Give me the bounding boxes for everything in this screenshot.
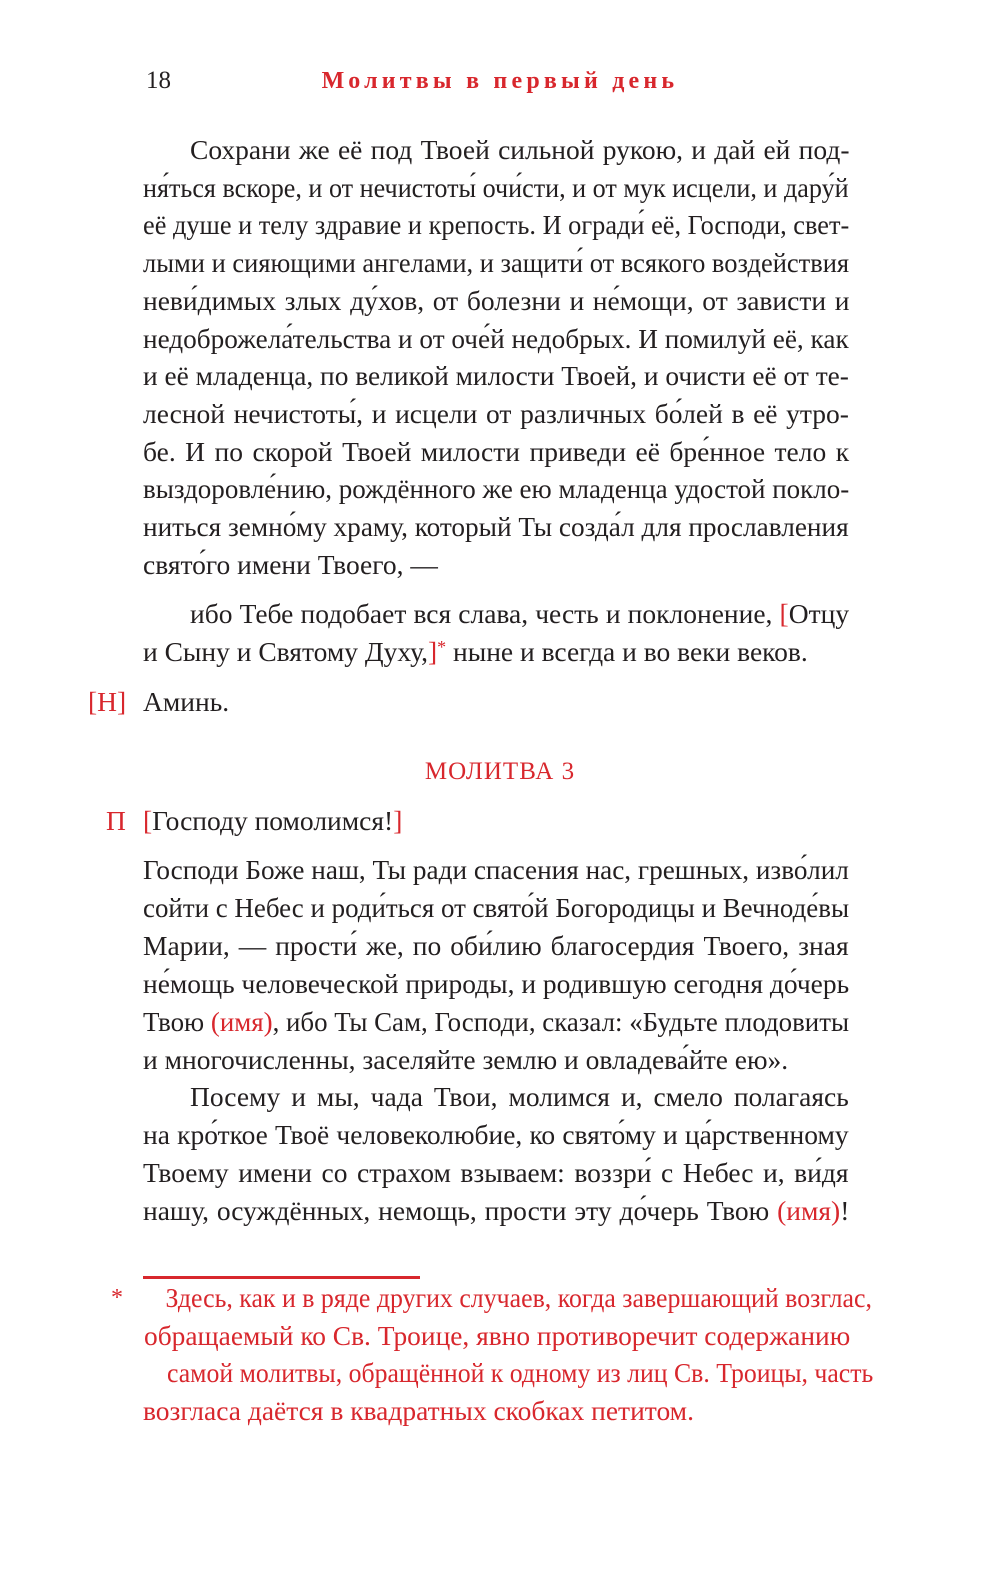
text-line: Марии, — прости́ же, по оби́лию благосердия Твоего, зная xyxy=(143,930,849,961)
footnote-reference[interactable]: * xyxy=(437,637,447,657)
text-line: Посему и мы, чада Твои, молимся и, смело полагаясь xyxy=(190,1081,849,1112)
footnote-line: обращаемый ко Св. Троице, явно противоречит содержанию xyxy=(144,1320,851,1351)
footnote-line: самой молитвы, обращённой к одному из лиц Св. Троицы, часть xyxy=(167,1357,874,1388)
response-text: Аминь. xyxy=(143,686,230,717)
footnote-line: Здесь, как и в ряде других случаев, когда завершающий возглас, xyxy=(165,1282,872,1313)
text-line: выздоровле́нию, рождённого же ею младенца удостой покло- xyxy=(143,473,850,504)
doxology-line-1: ибо Тебе подобает вся слава, честь и поклонение, [Отцу xyxy=(190,598,850,629)
bracket-open: [ xyxy=(779,598,789,629)
name-placeholder: (имя) xyxy=(210,1006,273,1037)
bracket-close: ] xyxy=(393,805,403,836)
bracket-close: ] xyxy=(427,636,438,667)
running-title-text: Молитвы в первый день xyxy=(321,68,679,94)
doxology-line-2: и Сыну и Святому Духу,]* ныне и всегда и во веки веков. xyxy=(143,636,808,667)
text-line: не́мощь человеческой природы, и родившую сегодня до́черь xyxy=(143,968,850,999)
footnote-line: возгласа даётся в квадратных скобках петитом. xyxy=(143,1395,694,1426)
text-line: ня́ться вскоре, и от нечистоты́ очи́сти, и от мук исцели, и дару́й xyxy=(143,172,849,203)
name-placeholder: (имя) xyxy=(777,1195,841,1226)
text-line: и многочисленны, заселяйте землю и овладева́йте ею». xyxy=(143,1044,789,1075)
text-line: нашу, осуждённых, немощь, прости эту до́черь Твою (имя)! xyxy=(143,1195,850,1226)
response-marker-people: [Н] xyxy=(88,686,127,717)
text-line: сойти с Небес и роди́ться от свято́й Богородицы и Вечноде́вы xyxy=(143,892,850,923)
text-line: бе. И по скорой Твоей милости приведи её бре́нное тело к xyxy=(143,436,850,467)
text-line: ниться земно́му храму, который Ты созда́л для прославления xyxy=(143,511,849,542)
text-line: Господи Боже наш, Ты ради спасения нас, грешных, изво́лил xyxy=(143,854,849,885)
text-line: Сохрани же её под Твоей сильной рукою, и дай ей под- xyxy=(190,134,850,165)
priest-call: [Господу помолимся!] xyxy=(143,805,403,836)
text-line: лесной нечистоты́, и исцели от различных бо́лей в её утро- xyxy=(143,398,849,429)
text-line: неви́димых злых ду́хов, от болезни и не́мощи, от зависти и xyxy=(143,285,850,316)
footnote-mark: * xyxy=(111,1285,123,1311)
text-line: Твоему имени со страхом взываем: воззри́ с Небес и, ви́дя xyxy=(143,1157,849,1188)
text-line: на кро́ткое Твоё человеколюбие, ко свято́му и ца́рственному xyxy=(143,1119,849,1150)
text-line: свято́го имени Твоего, — xyxy=(143,549,438,580)
bracket-open: [ xyxy=(143,805,153,836)
text-line: её душе и телу здравие и крепость. И огради́ её, Господи, свет- xyxy=(143,209,850,240)
page-number: 18 xyxy=(146,67,171,94)
text-line: недоброжела́тельства и от оче́й недобрых. И помилуй её, как xyxy=(143,323,849,354)
running-title xyxy=(0,66,1000,96)
priest-marker: П xyxy=(106,805,126,836)
text-line: лыми и сияющими ангелами, и защити́ от всякого воздействия xyxy=(143,247,850,278)
text-line: Твою (имя), ибо Ты Сам, Господи, сказал: «Будьте плодовиты xyxy=(143,1006,850,1037)
section-heading: МОЛИТВА 3 xyxy=(424,758,576,785)
text-line: и её младенца, по великой милости Твоей, и очисти её от те- xyxy=(143,360,849,391)
